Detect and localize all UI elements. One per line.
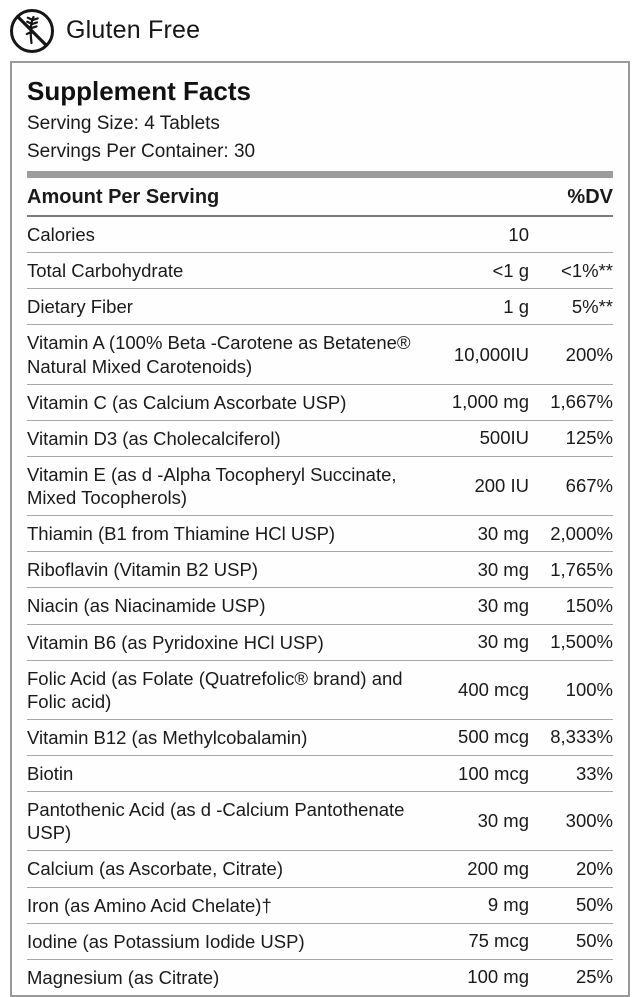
nutrient-dv: 200% [565,343,613,365]
no-gluten-wheat-icon [8,7,56,55]
nutrient-amount: <1 g [492,259,529,281]
nutrient-dv: 50% [575,894,613,916]
nutrient-amount: 400 mcg [458,678,529,700]
nutrient-amount: 200 mg [467,857,529,879]
table-row [27,755,613,791]
nutrient-amount: 9 mg [487,894,529,916]
gluten-free-badge [0,0,640,58]
nutrient-name: Biotin [27,763,74,784]
nutrient-name: Calcium (as Ascorbate, Citrate) [27,858,284,880]
table-row [27,624,613,660]
table-row [27,217,613,252]
nutrient-name: Magnesium (as Citrate) [27,966,220,988]
nutrient-name: Vitamin C (as Calcium Ascorbate USP) [27,391,347,413]
nutrient-amount: 30 mg [477,522,529,544]
nutrient-dv: 300% [565,810,613,832]
nutrient-name: Vitamin A (100% Beta -Carotene as Betatene® Natural Mixed Carotenoids) [27,332,411,377]
table-row [27,660,613,719]
table-row [27,791,613,850]
table-row [27,515,613,551]
nutrient-name: Iron (as Amino Acid Chelate)† [27,894,272,916]
nutrient-name: Total Carbohydrate [27,260,184,282]
nutrient-amount: 100 mg [467,966,529,988]
table-row [27,959,613,995]
nutrient-amount: 10 [508,223,529,245]
nutrient-dv: 1,765% [550,558,613,580]
nutrient-dv: 50% [575,930,613,952]
nutrient-dv: 1,500% [550,631,613,653]
nutrient-name: Niacin (as Niacinamide USP) [27,595,266,617]
table-header-row [27,178,613,217]
nutrient-amount: 200 IU [474,475,529,496]
supplement-facts-panel [10,61,630,997]
table-row [27,551,613,587]
nutrient-dv: 25% [575,966,613,988]
nutrient-amount: 30 mg [477,810,529,832]
nutrient-dv: 667% [565,475,613,496]
nutrient-amount: 500 mcg [458,726,529,748]
nutrient-name: Thiamin (B1 from Thiamine HCl USP) [27,523,336,545]
facts-rows [27,217,613,995]
nutrient-dv: 20% [575,857,613,879]
nutrient-dv: 150% [565,594,613,616]
serving-size: Serving Size: 4 Tablets [27,113,220,134]
nutrient-dv: 125% [565,427,613,449]
panel-title: Supplement Facts [27,76,251,106]
table-row [27,587,613,623]
nutrient-dv: 8,333% [550,726,613,748]
nutrient-name: Riboflavin (Vitamin B2 USP) [27,559,258,581]
nutrient-amount: 1,000 mg [451,391,529,413]
nutrient-amount: 75 mcg [468,930,529,952]
nutrient-amount: 1 g [503,295,529,317]
nutrient-amount: 100 mcg [458,762,529,784]
nutrient-dv: 5%** [571,295,613,317]
amount-per-serving-header: Amount Per Serving [27,186,220,208]
nutrient-name: Vitamin E (as d -Alpha Tocopheryl Succinate, Mixed Tocopherols) [27,463,397,508]
table-row [27,887,613,923]
table-row [27,252,613,288]
nutrient-name: Calories [27,224,95,245]
nutrient-name: Iodine (as Potassium Iodide USP) [27,930,305,952]
table-row [27,719,613,755]
table-row [27,324,613,383]
table-row [27,850,613,886]
percent-dv-header: %DV [567,186,613,208]
gluten-free-label: Gluten Free [66,16,201,44]
nutrient-amount: 30 mg [477,558,529,580]
nutrient-name: Dietary Fiber [27,296,133,318]
nutrient-name: Pantothenic Acid (as d -Calcium Pantothenate USP) [27,799,405,844]
nutrient-dv: 1,667% [550,391,613,413]
nutrient-dv: <1%** [561,259,613,281]
nutrient-dv: 100% [565,678,613,700]
nutrient-amount: 500IU [479,427,529,449]
table-row [27,288,613,324]
servings-per-container: Servings Per Container: 30 [27,141,256,162]
table-row [27,384,613,420]
nutrient-name: Folic Acid (as Folate (Quatrefolic® brand) and Folic acid) [27,667,403,712]
nutrient-name: Vitamin B12 (as Methylcobalamin) [27,726,308,748]
nutrient-dv: 33% [575,762,613,784]
nutrient-name: Vitamin D3 (as Cholecalciferol) [27,427,281,449]
nutrient-dv: 2,000% [550,522,613,544]
nutrient-amount: 10,000IU [453,343,529,365]
nutrient-amount: 30 mg [477,631,529,653]
table-row [27,420,613,456]
nutrient-name: Vitamin B6 (as Pyridoxine HCl USP) [27,631,324,653]
table-row [27,923,613,959]
table-row [27,456,613,515]
thick-divider-bar [27,171,613,178]
nutrient-amount: 30 mg [477,594,529,616]
